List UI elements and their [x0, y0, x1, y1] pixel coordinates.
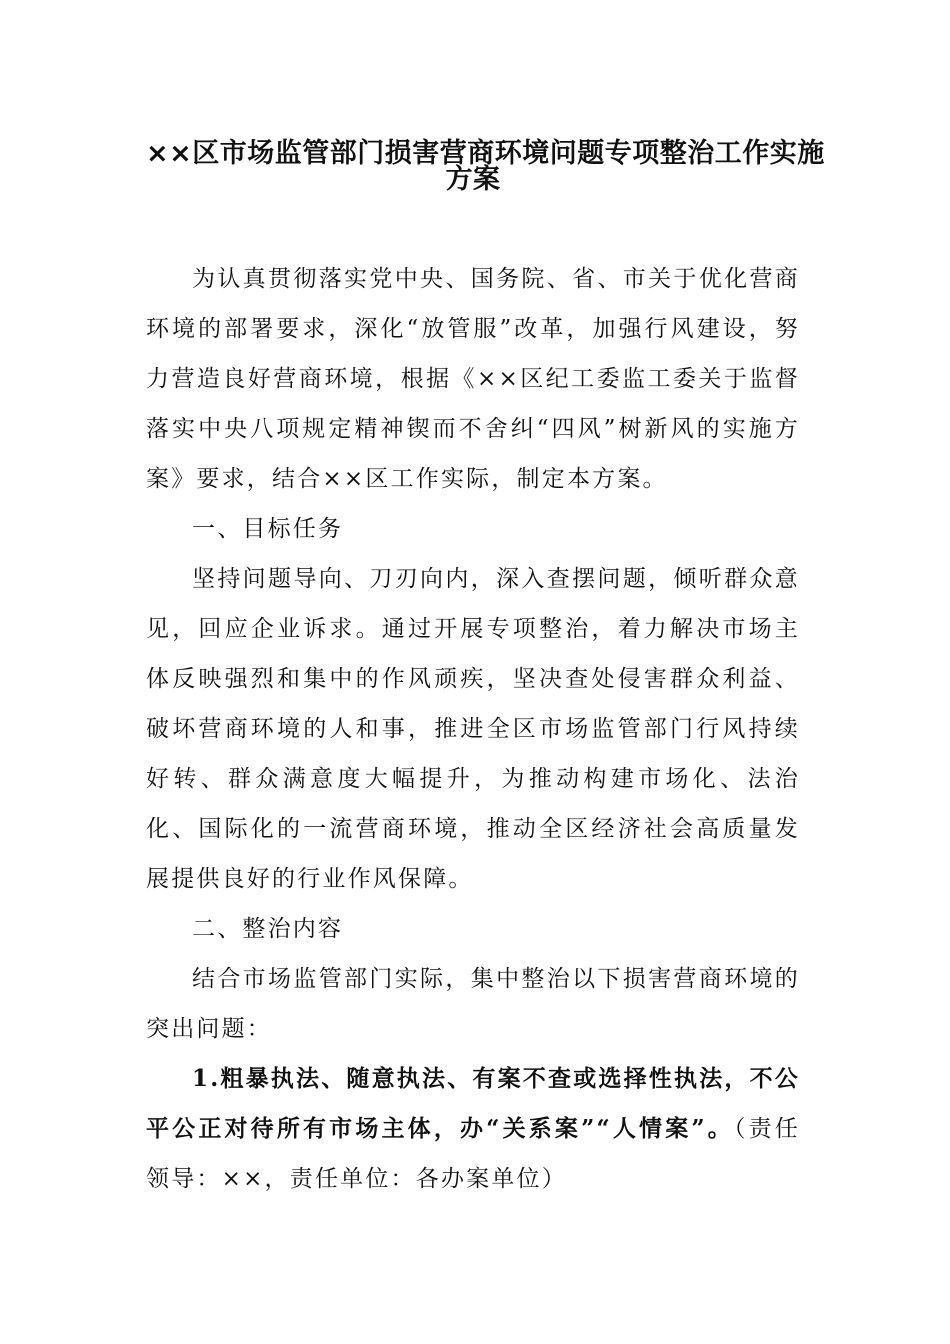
item1-responsibility-text: （责任领导：××，责任单位：各办案单位）	[146, 1116, 801, 1192]
document-title-line1: ××区市场监管部门损害营商环境问题专项整治工作实施	[146, 138, 825, 169]
section1-heading: 一、目标任务	[192, 516, 344, 542]
intro-paragraph: 为认真贯彻落实党中央、国务院、省、市关于优化营商环境的部署要求，深化“放管服”改革，加强行风建设，努力营造良好营商环境，根据《××区纪工委监工委关于监督落实中央八项规定精神锲而不舍纠“四风”树新风的实施方案》要求，结合××区工作实际，制定本方案。	[146, 266, 800, 492]
item1-paragraph	[146, 1054, 800, 1204]
document-body	[146, 254, 800, 1204]
item1-bold-text: 1.粗暴执法、随意执法、有案不查或选择性执法，不公平公正对待所有市场主体，办“关系案”“人情案”。	[146, 1065, 801, 1142]
section2-heading: 二、整治内容	[192, 916, 344, 942]
section2-paragraph: 结合市场监管部门实际，集中整治以下损害营商环境的突出问题：	[146, 966, 800, 1042]
document-title-line2: 方案	[445, 164, 501, 195]
section1-paragraph: 坚持问题导向、刀刃向内，深入查摆问题，倾听群众意见，回应企业诉求。通过开展专项整治，着力解决市场主体反映强烈和集中的作风顽疾，坚决查处侵害群众利益、破坏营商环境的人和事，推进全区市场监管部门行风持续好转、群众满意度大幅提升，为推动构建市场化、法治化、国际化的一流营商环境，推动全区经济社会高质量发展提供良好的行业作风保障。	[146, 566, 800, 892]
